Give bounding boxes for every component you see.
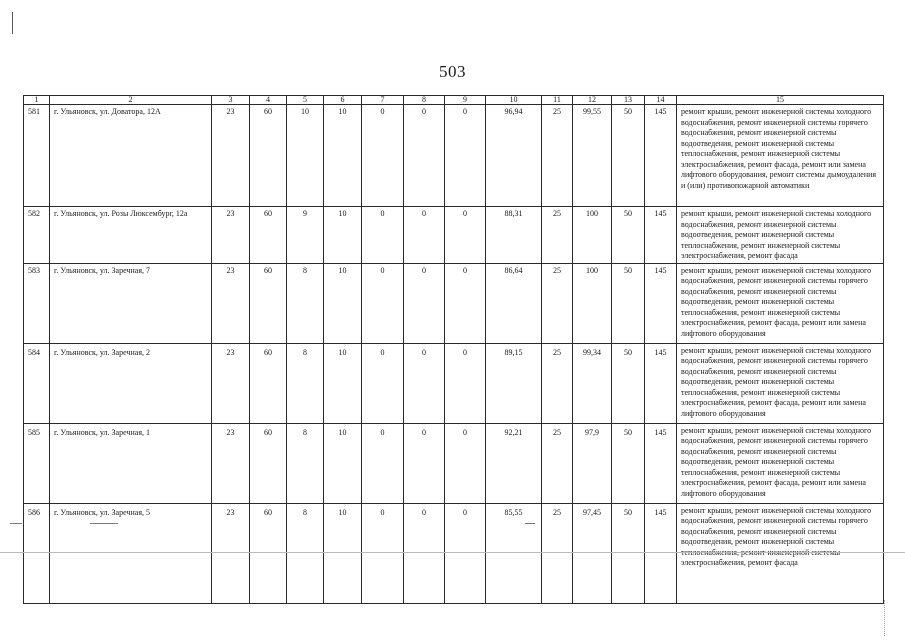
scan-artifact-dash [525, 523, 535, 524]
scan-artifact-dash [90, 523, 118, 524]
page-number: 503 [439, 62, 466, 81]
cell-value: 97,45 [573, 503, 612, 603]
cell-value: 88,31 [486, 207, 542, 264]
cell-value: 23 [212, 343, 250, 423]
column-header: 6 [324, 96, 362, 105]
row-number: 583 [24, 263, 50, 343]
row-works: ремонт крыши, ремонт инженерной системы холодного водоснабжения, ремонт инженерной системы горячего водоснабжения, ремонт инженерной системы водоотведения, ремонт инженерной системы теплоснабжения, ремонт инженерной системы электроснабжения, ремонт фасада [677, 503, 884, 603]
column-header: 2 [50, 96, 212, 105]
cell-value: 86,64 [486, 263, 542, 343]
cell-value: 145 [645, 105, 677, 207]
cell-value: 60 [250, 105, 287, 207]
cell-value: 25 [542, 503, 573, 603]
cell-value: 9 [287, 207, 324, 264]
table-row [24, 207, 884, 264]
column-header: 14 [645, 96, 677, 105]
row-address: г. Ульяновск, ул. Розы Люксембург, 12а [50, 207, 212, 264]
cell-value: 10 [324, 207, 362, 264]
cell-value: 50 [612, 263, 645, 343]
cell-value: 25 [542, 263, 573, 343]
cell-value: 0 [362, 423, 404, 503]
cell-value: 60 [250, 207, 287, 264]
cell-value: 23 [212, 207, 250, 264]
cell-value: 25 [542, 343, 573, 423]
row-address: г. Ульяновск, ул. Заречная, 1 [50, 423, 212, 503]
cell-value: 23 [212, 263, 250, 343]
column-header: 8 [404, 96, 445, 105]
cell-value: 0 [445, 503, 486, 603]
cell-value: 10 [324, 263, 362, 343]
cell-value: 23 [212, 423, 250, 503]
cell-value: 145 [645, 207, 677, 264]
column-header: 12 [573, 96, 612, 105]
cell-value: 0 [362, 503, 404, 603]
row-works: ремонт крыши, ремонт инженерной системы холодного водоснабжения, ремонт инженерной системы горячего водоснабжения, ремонт инженерной системы водоотведения, ремонт инженерной системы теплоснабжения, ремонт инженерной системы электроснабжения, ремонт фасада, ремонт или замена лифтового оборудования [677, 423, 884, 503]
cell-value: 10 [324, 503, 362, 603]
column-header: 7 [362, 96, 404, 105]
cell-value: 0 [404, 503, 445, 603]
row-number: 586 [24, 503, 50, 603]
table-row [24, 263, 884, 343]
cell-value: 0 [362, 263, 404, 343]
cell-value: 85,55 [486, 503, 542, 603]
cell-value: 50 [612, 423, 645, 503]
cell-value: 10 [324, 105, 362, 207]
row-works: ремонт крыши, ремонт инженерной системы холодного водоснабжения, ремонт инженерной системы водоотведения, ремонт инженерной системы теплоснабжения, ремонт инженерной системы электроснабжения, ремонт фасада [677, 207, 884, 264]
column-header: 4 [250, 96, 287, 105]
cell-value: 25 [542, 423, 573, 503]
row-works: ремонт крыши, ремонт инженерной системы холодного водоснабжения, ремонт инженерной системы горячего водоснабжения, ремонт инженерной системы водоотведения, ремонт инженерной системы теплоснабжения, ремонт инженерной системы электроснабжения, ремонт фасада, ремонт или замена лифтового оборудования, ремонт системы дымоудаления и (или) противопожарной автоматики [677, 105, 884, 207]
column-header: 3 [212, 96, 250, 105]
cell-value: 8 [287, 503, 324, 603]
cell-value: 145 [645, 343, 677, 423]
scan-artifact-line [0, 552, 905, 553]
row-works: ремонт крыши, ремонт инженерной системы холодного водоснабжения, ремонт инженерной системы горячего водоснабжения, ремонт инженерной системы водоотведения, ремонт инженерной системы теплоснабжения, ремонт инженерной системы электроснабжения, ремонт фасада, ремонт или замена лифтового оборудования [677, 343, 884, 423]
cell-value: 145 [645, 503, 677, 603]
cell-value: 0 [445, 343, 486, 423]
cell-value: 99,34 [573, 343, 612, 423]
cell-value: 89,15 [486, 343, 542, 423]
column-header: 13 [612, 96, 645, 105]
cell-value: 50 [612, 343, 645, 423]
cell-value: 100 [573, 207, 612, 264]
cell-value: 23 [212, 105, 250, 207]
cell-value: 0 [404, 263, 445, 343]
cell-value: 25 [542, 105, 573, 207]
scan-margin-mark [12, 12, 13, 34]
cell-value: 60 [250, 423, 287, 503]
row-address: г. Ульяновск, ул. Заречная, 5 [50, 503, 212, 603]
cell-value: 10 [287, 105, 324, 207]
cell-value: 50 [612, 105, 645, 207]
cell-value: 8 [287, 263, 324, 343]
row-address: г. Ульяновск, ул. Заречная, 2 [50, 343, 212, 423]
table-header-row [24, 96, 884, 105]
cell-value: 10 [324, 423, 362, 503]
cell-value: 8 [287, 423, 324, 503]
cell-value: 0 [445, 207, 486, 264]
row-number: 584 [24, 343, 50, 423]
column-header: 11 [542, 96, 573, 105]
cell-value: 0 [404, 343, 445, 423]
table-row [24, 503, 884, 603]
scan-margin-dots [884, 600, 899, 636]
cell-value: 145 [645, 423, 677, 503]
cell-value: 0 [362, 343, 404, 423]
cell-value: 0 [404, 105, 445, 207]
row-number: 582 [24, 207, 50, 264]
row-address: г. Ульяновск, ул. Доватора, 12А [50, 105, 212, 207]
cell-value: 0 [404, 207, 445, 264]
row-number: 585 [24, 423, 50, 503]
cell-value: 10 [324, 343, 362, 423]
cell-value: 0 [445, 263, 486, 343]
cell-value: 60 [250, 503, 287, 603]
cell-value: 0 [445, 423, 486, 503]
cell-value: 145 [645, 263, 677, 343]
row-address: г. Ульяновск, ул. Заречная, 7 [50, 263, 212, 343]
column-header: 15 [677, 96, 884, 105]
cell-value: 0 [362, 105, 404, 207]
registry-table [23, 95, 884, 604]
row-number: 581 [24, 105, 50, 207]
cell-value: 92,21 [486, 423, 542, 503]
column-header: 9 [445, 96, 486, 105]
column-header: 5 [287, 96, 324, 105]
table-row [24, 343, 884, 423]
cell-value: 96,94 [486, 105, 542, 207]
cell-value: 97,9 [573, 423, 612, 503]
cell-value: 0 [362, 207, 404, 264]
cell-value: 60 [250, 263, 287, 343]
table-row [24, 105, 884, 207]
table-row [24, 423, 884, 503]
row-works: ремонт крыши, ремонт инженерной системы холодного водоснабжения, ремонт инженерной системы горячего водоснабжения, ремонт инженерной системы водоотведения, ремонт инженерной системы теплоснабжения, ремонт инженерной системы электроснабжения, ремонт фасада, ремонт или замена лифтового оборудования [677, 263, 884, 343]
cell-value: 8 [287, 343, 324, 423]
cell-value: 50 [612, 207, 645, 264]
cell-value: 60 [250, 343, 287, 423]
cell-value: 100 [573, 263, 612, 343]
scan-artifact-dash [10, 523, 22, 524]
column-header: 1 [24, 96, 50, 105]
column-header: 10 [486, 96, 542, 105]
cell-value: 0 [445, 105, 486, 207]
cell-value: 50 [612, 503, 645, 603]
cell-value: 99,55 [573, 105, 612, 207]
cell-value: 23 [212, 503, 250, 603]
cell-value: 25 [542, 207, 573, 264]
cell-value: 0 [404, 423, 445, 503]
